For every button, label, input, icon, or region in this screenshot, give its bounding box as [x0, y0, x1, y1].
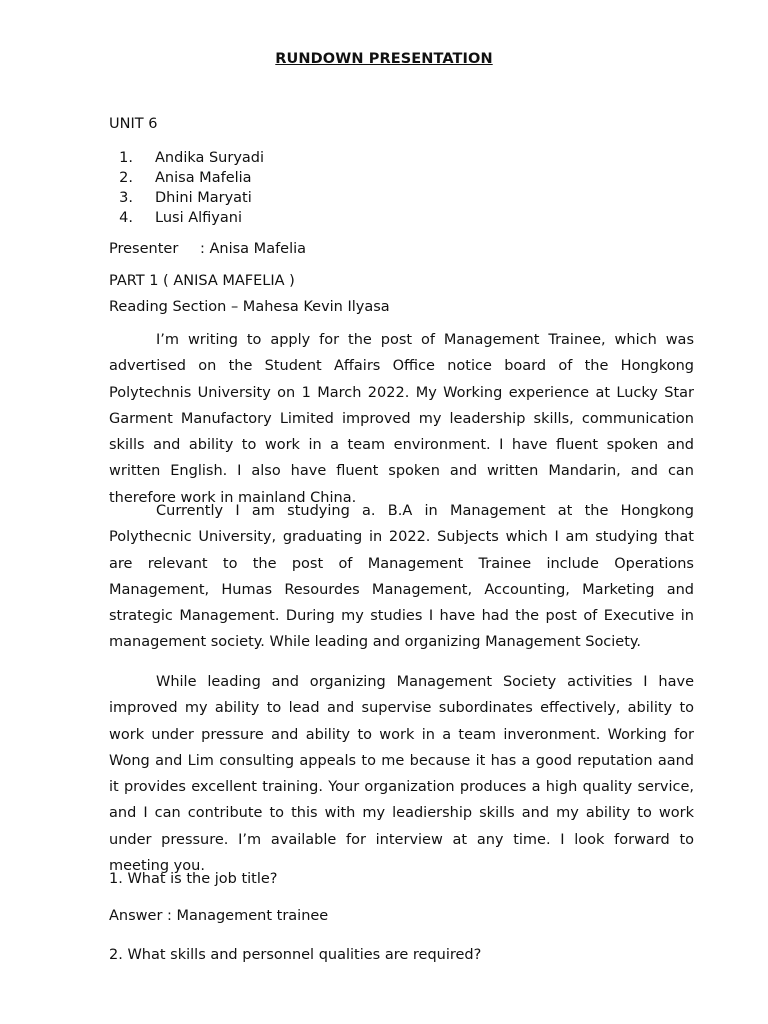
list-number: 2.	[119, 170, 133, 186]
list-number: 3.	[119, 190, 133, 206]
list-number: 1.	[119, 150, 133, 166]
paragraph-3: While leading and organizing Management Society activities I have improved my ability to lead and supervise subordinates effectively, ability to work under pressure and ability to work in a team inveronment. Working for Wong and Lim consulting appeals to me because it has a good reputation aand it provides excellent training. Your organization produces a high quality service, and I can contribute to this with my leadiership skills and my ability to work under pressure. I’m available for interview at any time. I look forward to meeting you.	[109, 674, 694, 875]
question-2: 2. What skills and personnel qualities are required?	[109, 947, 482, 963]
reading-section-heading: Reading Section – Mahesa Kevin Ilyasa	[109, 299, 390, 315]
answer-1: Answer : Management trainee	[109, 908, 329, 924]
part-heading: PART 1 ( ANISA MAFELIA )	[109, 273, 295, 289]
presenter-line	[109, 241, 306, 257]
member-list	[109, 148, 264, 228]
question-1: 1. What is the job title?	[109, 871, 278, 887]
member-name: Lusi Alfiyani	[155, 210, 242, 226]
unit-label: UNIT 6	[109, 116, 158, 132]
presenter-label: Presenter	[109, 241, 179, 257]
list-item	[109, 148, 264, 168]
member-name: Andika Suryadi	[155, 150, 265, 166]
paragraph-2: Currently I am studying a. B.A in Management at the Hongkong Polythecnic University, graduating in 2022. Subjects which I am studying that are relevant to the post of Management Trainee include Operations Management, Humas Resourdes Management, Accounting, Marketing and strategic Management. During my studies I have had the post of Executive in management society. While leading and organizing Management Society.	[109, 503, 694, 651]
list-item	[109, 208, 264, 228]
presenter-value: : Anisa Mafelia	[200, 241, 307, 257]
list-item	[109, 168, 264, 188]
member-name: Dhini Maryati	[155, 190, 252, 206]
member-name: Anisa Mafelia	[155, 170, 252, 186]
paragraph-1: I’m writing to apply for the post of Management Trainee, which was advertised on the Student Affairs Office notice board of the Hongkong Polytechnis University on 1 March 2022. My Working experience at Lucky Star Garment Manufactory Limited improved my leadership skills, communication skills and ability to work in a team environment. I have fluent spoken and written English. I also have fluent spoken and written Mandarin, and can therefore work in mainland China.	[109, 332, 694, 506]
list-number: 4.	[119, 210, 133, 226]
list-item	[109, 188, 264, 208]
document-title: RUNDOWN PRESENTATION	[275, 51, 493, 67]
